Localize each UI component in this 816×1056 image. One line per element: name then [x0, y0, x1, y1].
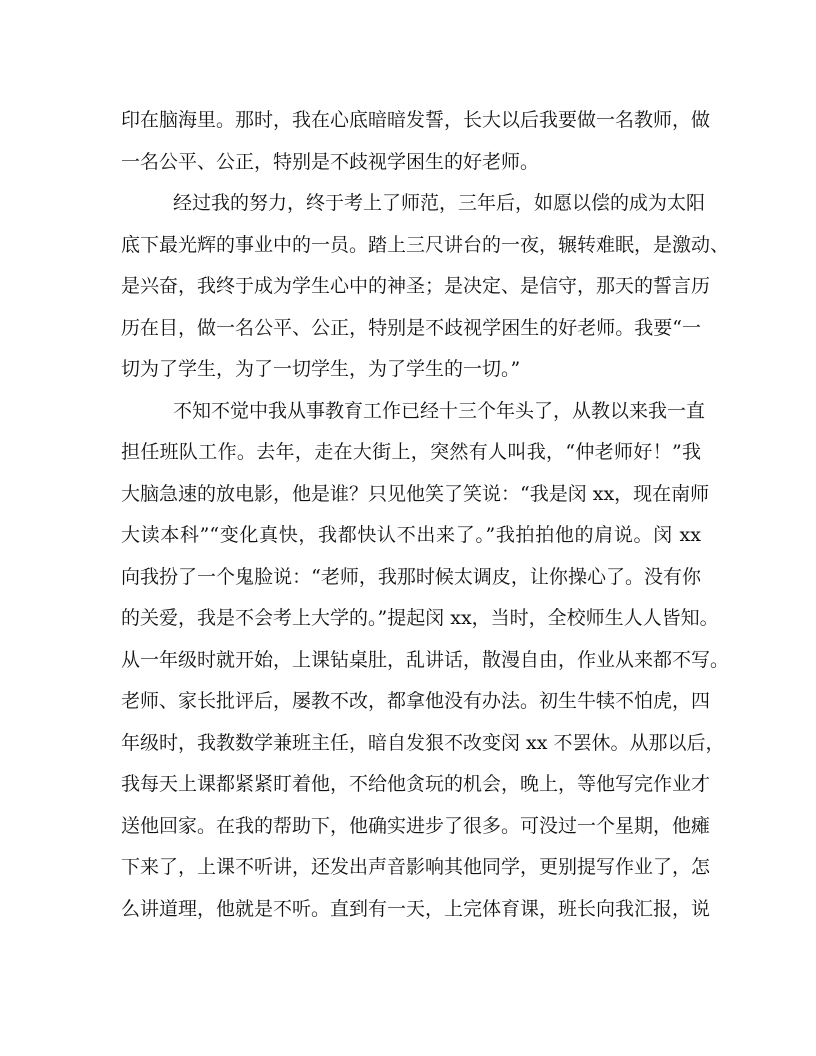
text-line: 底下最光辉的事业中的一员。踏上三尺讲台的一夜，辗转难眠，是激动、 [121, 233, 730, 256]
text-line: 送他回家。在我的帮助下，他确实进步了很多。可没过一个星期，他瘫 [121, 814, 711, 837]
text-line: 么讲道理，他就是不听。直到有一天，上完体育课，班长向我汇报，说 [121, 897, 711, 920]
text-line: 切为了学生，为了一切学生，为了学生的一切。” [121, 358, 521, 380]
text-line: 下来了，上课不听讲，还发出声音影响其他同学，更别提写作业了，怎 [121, 856, 711, 878]
text-line: 大脑急速的放电影，他是谁？只见他笑了笑说：“我是闵 xx，现在南师 [121, 482, 710, 505]
text-line: 历在目，做一名公平、公正，特别是不歧视学困生的好老师。我要“一 [121, 316, 701, 339]
text-line: 担任班队工作。去年，走在大街上，突然有人叫我，“仲老师好！”我 [121, 441, 701, 463]
text-line: 年级时，我教数学兼班主任，暗自发狠不改变闵 xx 不罢休。从那以后， [121, 731, 725, 754]
text-line: 老师、家长批评后，屡教不改，都拿他没有办法。初生牛犊不怕虎，四 [121, 690, 711, 712]
text-line: 我每天上课都紧紧盯着他，不给他贪玩的机会，晚上，等他写完作业才 [121, 773, 711, 795]
text-line: 是兴奋，我终于成为学生心中的神圣；是决定、是信守，那天的誓言历 [121, 275, 711, 297]
paragraph-first-line: 经过我的努力，终于考上了师范，三年后，如愿以偿的成为太阳 [173, 192, 706, 214]
text-line: 从一年级时就开始，上课钻桌肚，乱讲话，散漫自由，作业从来都不写。 [121, 648, 730, 671]
text-line: 印在脑海里。那时，我在心底暗暗发誓，长大以后我要做一名教师，做 [121, 109, 711, 131]
paragraph-first-line: 不知不觉中我从事教育工作已经十三个年头了，从教以来我一直 [173, 399, 706, 422]
text-line: 向我扮了一个鬼脸说：“老师，我那时候太调皮，让你操心了。没有你 [121, 565, 701, 588]
text-line: 的关爱，我是不会考上大学的。”提起闵 xx，当时，全校师生人人皆知。 [121, 607, 719, 629]
text-line: 一名公平、公正，特别是不歧视学困生的好老师。 [121, 150, 540, 173]
body-text [121, 100, 730, 930]
text-line: 大读本科”“变化真快，我都快认不出来了。”我拍拍他的肩说。闵 xx [121, 524, 701, 546]
